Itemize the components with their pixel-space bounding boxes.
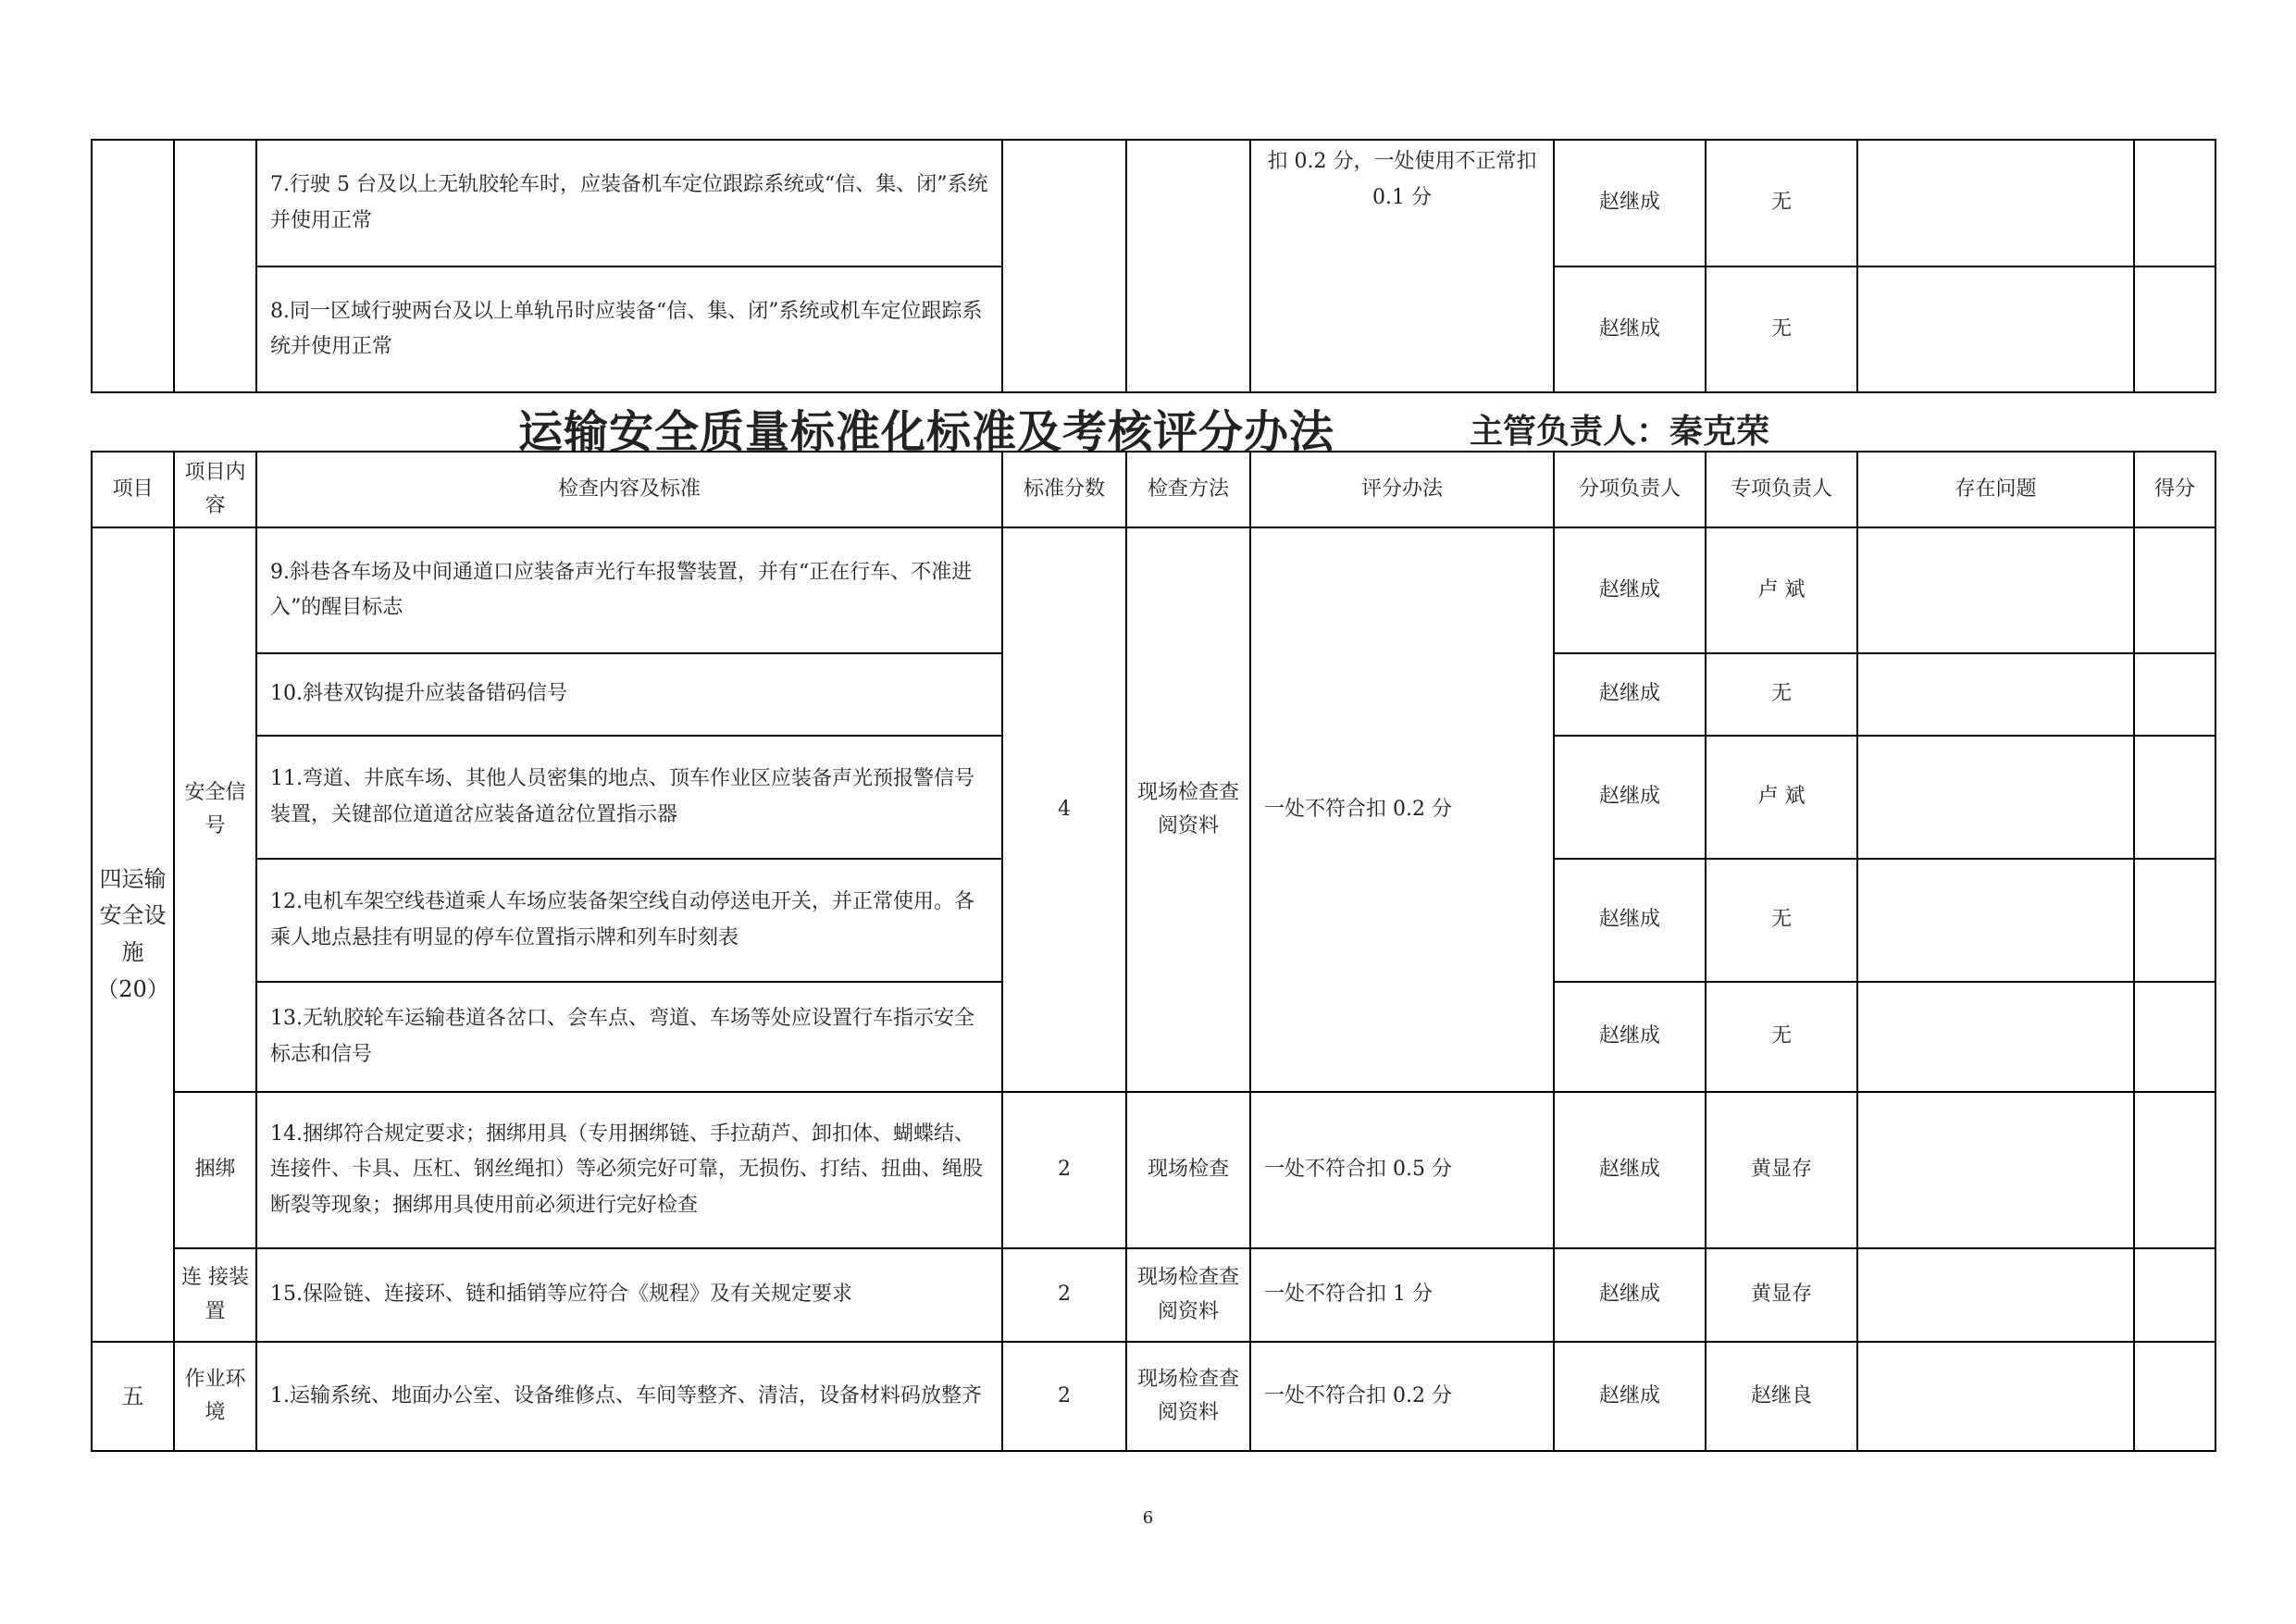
spec-person-cell: 无 — [1706, 653, 1857, 736]
sub-person-cell: 赵继成 — [1554, 1092, 1706, 1248]
header-row — [92, 452, 2215, 527]
issues-cell — [1857, 267, 2134, 392]
content-cell: 8.同一区域行驶两台及以上单轨吊时应装备“信、集、闭”系统或机车定位跟踪系统并使用正常 — [256, 267, 1002, 392]
scoring-cell: 扣 0.2 分，一处使用不正常扣 0.1 分 — [1250, 140, 1554, 392]
issues-cell — [1857, 527, 2134, 653]
header-project: 项目 — [92, 452, 174, 527]
spec-person-cell: 无 — [1706, 267, 1857, 392]
table-row — [92, 527, 2215, 653]
spec-person-cell: 赵继良 — [1706, 1342, 1857, 1451]
sub-person-cell: 赵继成 — [1554, 653, 1706, 736]
result-cell — [2134, 1248, 2215, 1342]
table-row — [92, 1092, 2215, 1248]
result-cell — [2134, 736, 2215, 859]
issues-cell — [1857, 736, 2134, 859]
item-cell — [174, 140, 256, 392]
table-row — [92, 1248, 2215, 1342]
header-item: 项目内容 — [174, 452, 256, 527]
score-cell: 2 — [1002, 1092, 1126, 1248]
issues-cell — [1857, 859, 2134, 982]
issues-cell — [1857, 1342, 2134, 1451]
content-cell: 12.电机车架空线巷道乘人车场应装备架空线自动停送电开关，并正常使用。各乘人地点悬挂有明显的停车位置指示牌和列车时刻表 — [256, 859, 1002, 982]
score-cell — [1002, 140, 1126, 392]
result-cell — [2134, 527, 2215, 653]
content-cell: 1.运输系统、地面办公室、设备维修点、车间等整齐、清洁，设备材料码放整齐 — [256, 1342, 1002, 1451]
item-connect: 连 接装 置 — [174, 1248, 256, 1342]
content-cell: 14.捆绑符合规定要求；捆绑用具（专用捆绑链、手拉葫芦、卸扣体、蝴蝶结、连接件、卡具、压杠、钢丝绳扣）等必须完好可靠，无损伤、打结、扭曲、绳股断裂等现象；捆绑用具使用前必须进行完好检查 — [256, 1092, 1002, 1248]
sub-person-cell: 赵继成 — [1554, 140, 1706, 267]
content-cell: 15.保险链、连接环、链和插销等应符合《规程》及有关规定要求 — [256, 1248, 1002, 1342]
spec-person-cell: 无 — [1706, 140, 1857, 267]
header-method: 检查方法 — [1126, 452, 1250, 527]
content-cell: 11.弯道、井底车场、其他人员密集的地点、顶车作业区应装备声光预报警信号装置，关键部位道道岔应装备道岔位置指示器 — [256, 736, 1002, 859]
score-cell: 4 — [1002, 527, 1126, 1092]
method-cell: 现场检查查阅资料 — [1126, 1248, 1250, 1342]
page-number: 6 — [1142, 1508, 1154, 1528]
sub-person-cell: 赵继成 — [1554, 1248, 1706, 1342]
header-score: 标准分数 — [1002, 452, 1126, 527]
header-result: 得分 — [2134, 452, 2215, 527]
result-cell — [2134, 140, 2215, 267]
result-cell — [2134, 1092, 2215, 1248]
sub-person-cell: 赵继成 — [1554, 527, 1706, 653]
page-title: 运输安全质量标准化标准及考核评分办法 — [518, 406, 1335, 458]
spec-person-cell: 无 — [1706, 859, 1857, 982]
result-cell — [2134, 653, 2215, 736]
result-cell — [2134, 982, 2215, 1092]
sub-person-cell: 赵继成 — [1554, 267, 1706, 392]
scoring-cell: 一处不符合扣 1 分 — [1250, 1248, 1554, 1342]
header-spec-person: 专项负责人 — [1706, 452, 1857, 527]
title-row — [0, 396, 2296, 458]
scoring-cell: 一处不符合扣 0.2 分 — [1250, 1342, 1554, 1451]
sub-person-cell: 赵继成 — [1554, 1342, 1706, 1451]
content-cell: 13.无轨胶轮车运输巷道各岔口、会车点、弯道、车场等处应设置行车指示安全标志和信号 — [256, 982, 1002, 1092]
header-issues: 存在问题 — [1857, 452, 2134, 527]
spec-person-cell: 卢 斌 — [1706, 736, 1857, 859]
score-cell: 2 — [1002, 1342, 1126, 1451]
issues-cell — [1857, 1248, 2134, 1342]
result-cell — [2134, 1342, 2215, 1451]
scoring-cell: 一处不符合扣 0.2 分 — [1250, 527, 1554, 1092]
header-content: 检查内容及标准 — [256, 452, 1002, 527]
spec-person-cell: 无 — [1706, 982, 1857, 1092]
content-cell: 10.斜巷双钩提升应装备错码信号 — [256, 653, 1002, 736]
item-safety-signal: 安全信号 — [174, 527, 256, 1092]
project-cell — [92, 140, 174, 392]
method-cell: 现场检查查阅资料 — [1126, 1342, 1250, 1451]
sub-person-cell: 赵继成 — [1554, 859, 1706, 982]
project-section-five: 五 — [92, 1342, 174, 1451]
sub-person-cell: 赵继成 — [1554, 982, 1706, 1092]
project-section-four: 四运输安全设施（20） — [92, 527, 174, 1342]
issues-cell — [1857, 140, 2134, 267]
issues-cell — [1857, 1092, 2134, 1248]
scoring-cell: 一处不符合扣 0.5 分 — [1250, 1092, 1554, 1248]
spec-person-cell: 卢 斌 — [1706, 527, 1857, 653]
score-cell: 2 — [1002, 1248, 1126, 1342]
result-cell — [2134, 267, 2215, 392]
item-work-environment: 作业环境 — [174, 1342, 256, 1451]
method-cell — [1126, 140, 1250, 392]
header-sub-person: 分项负责人 — [1554, 452, 1706, 527]
result-cell — [2134, 859, 2215, 982]
sub-person-cell: 赵继成 — [1554, 736, 1706, 859]
item-binding: 捆绑 — [174, 1092, 256, 1248]
main-table — [91, 451, 2216, 1452]
method-cell: 现场检查 — [1126, 1092, 1250, 1248]
continuation-table — [91, 139, 2216, 393]
issues-cell — [1857, 653, 2134, 736]
table-row — [92, 1342, 2215, 1451]
header-scoring: 评分办法 — [1250, 452, 1554, 527]
issues-cell — [1857, 982, 2134, 1092]
content-cell: 9.斜巷各车场及中间通道口应装备声光行车报警装置，并有“正在行车、不准进入”的醒目标志 — [256, 527, 1002, 653]
content-cell: 7.行驶 5 台及以上无轨胶轮车时，应装备机车定位跟踪系统或“信、集、闭”系统并使用正常 — [256, 140, 1002, 267]
spec-person-cell: 黄显存 — [1706, 1092, 1857, 1248]
manager-label: 主管负责人：秦克荣 — [1470, 413, 1770, 451]
method-cell: 现场检查查阅资料 — [1126, 527, 1250, 1092]
spec-person-cell: 黄显存 — [1706, 1248, 1857, 1342]
